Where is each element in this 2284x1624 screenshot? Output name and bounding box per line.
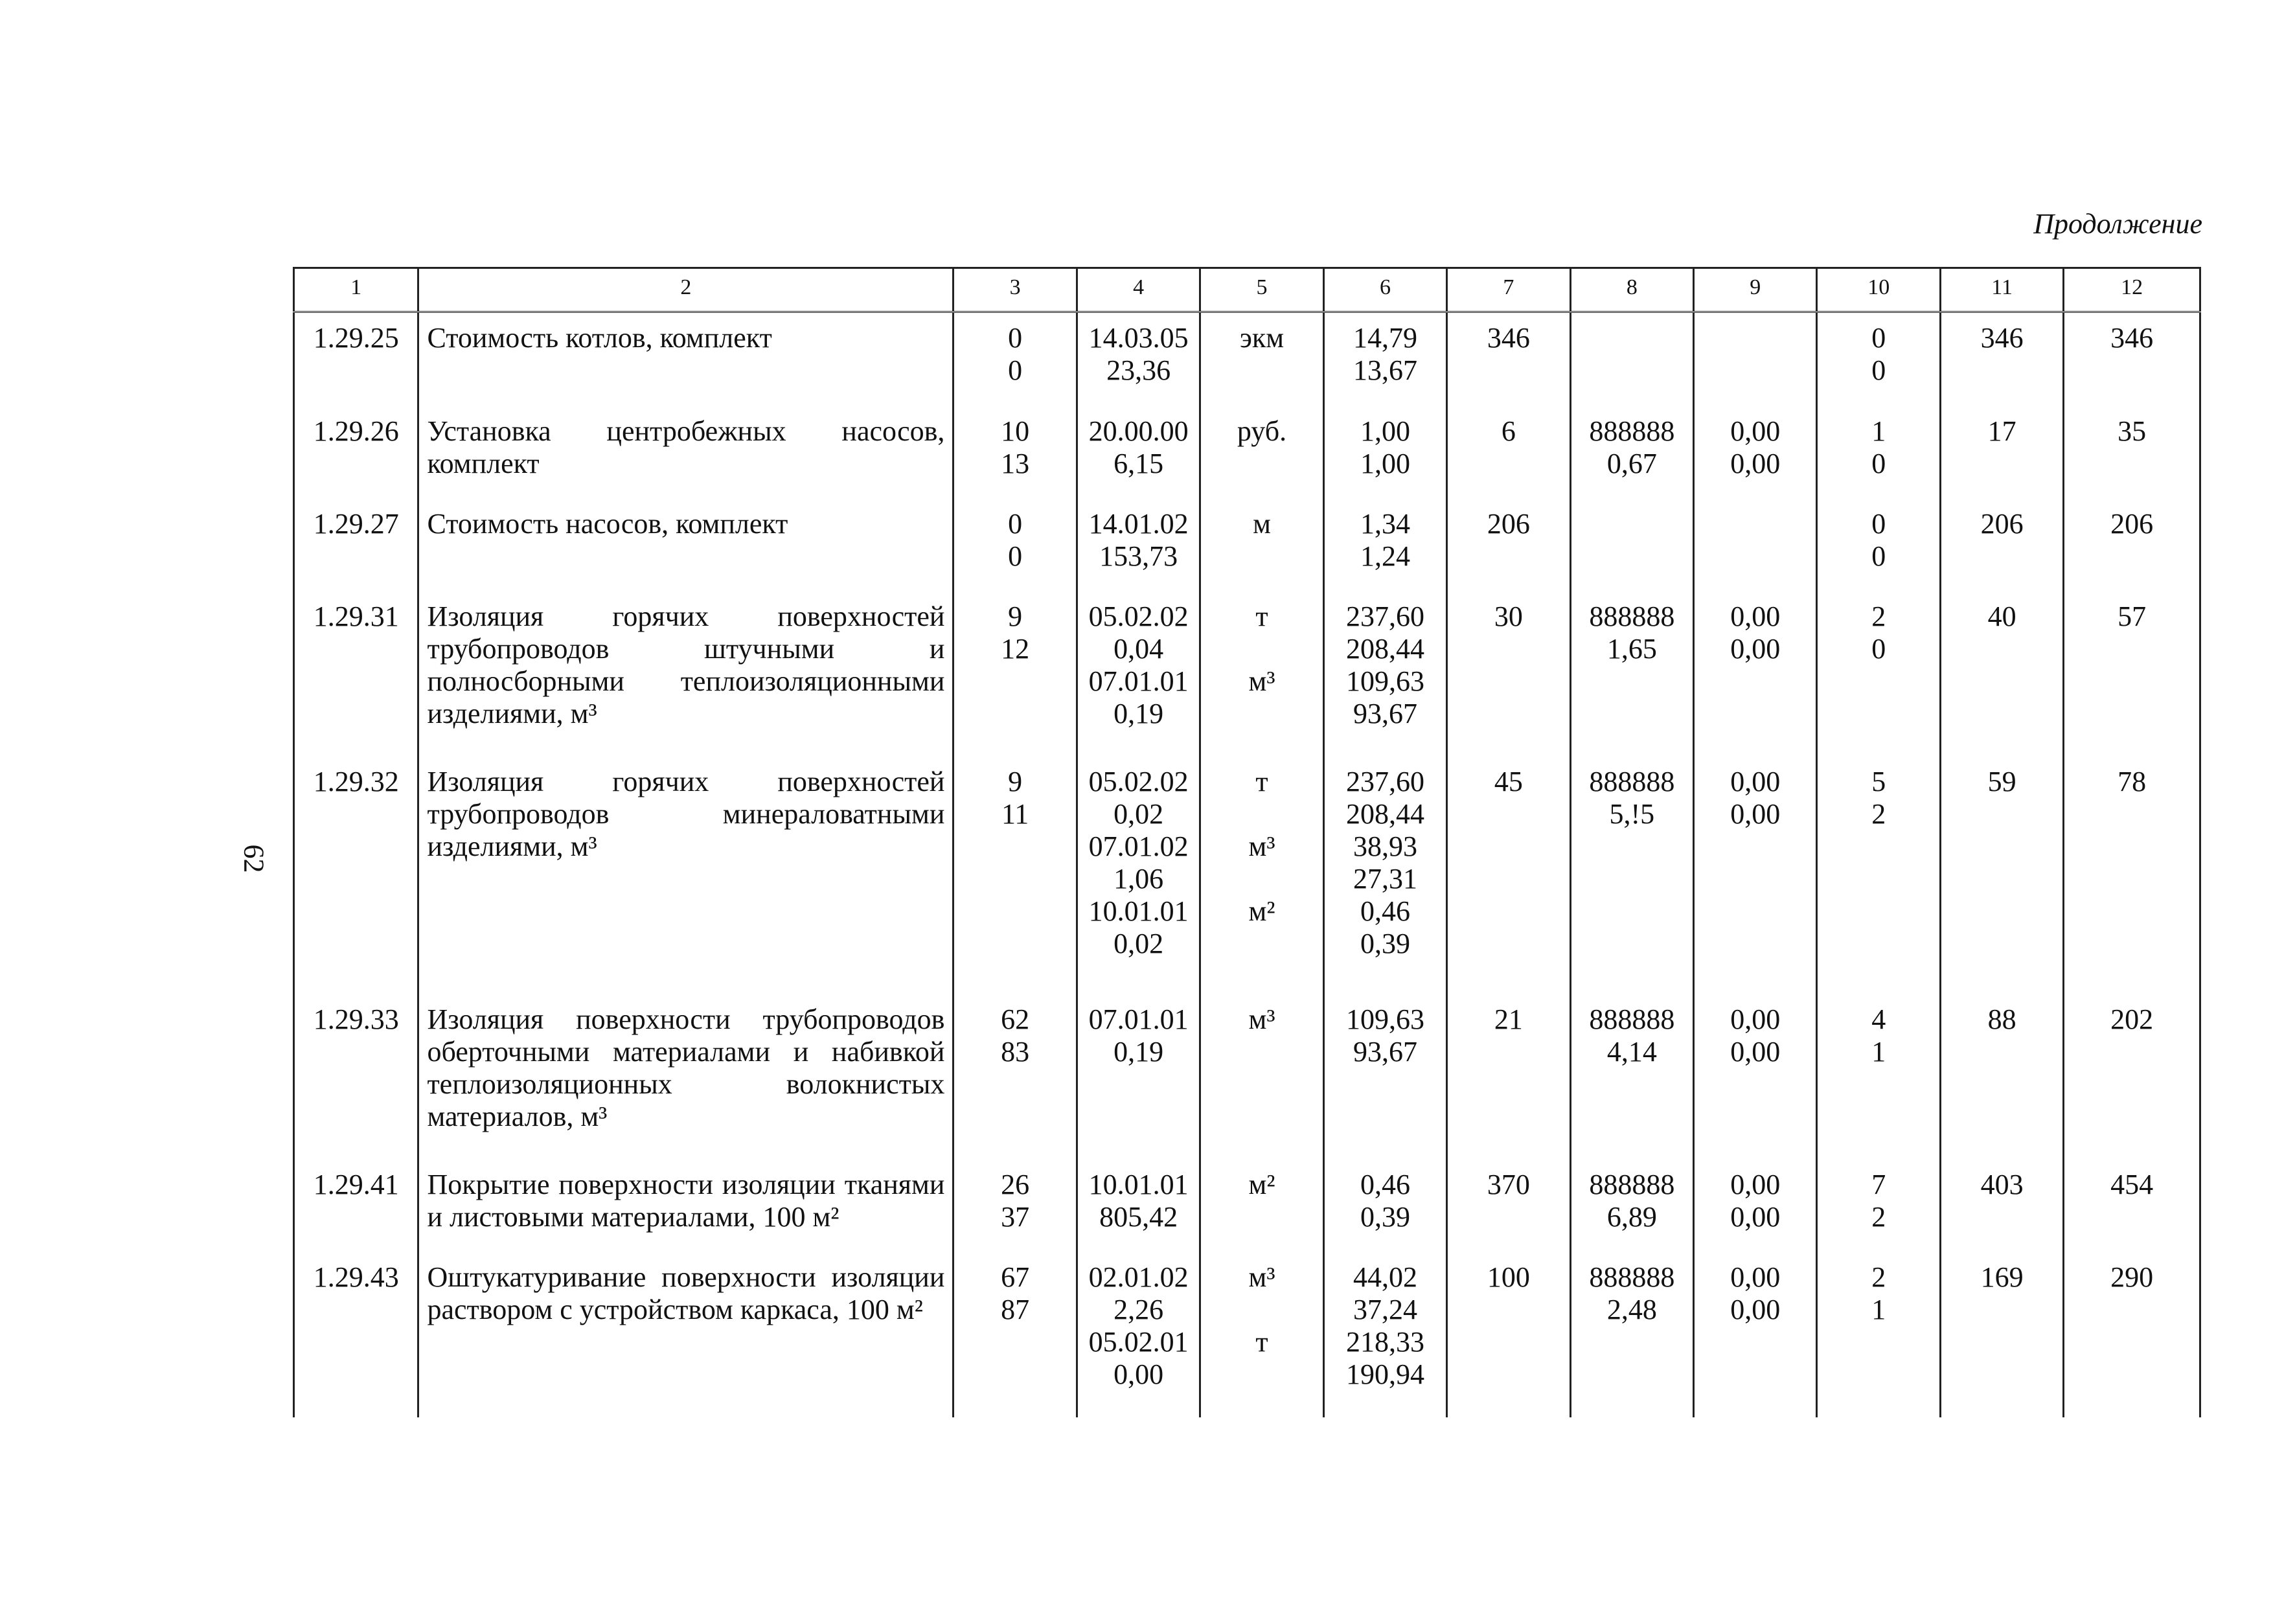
- cell-value: 290: [2110, 1261, 2154, 1293]
- col11-cell: [1940, 1252, 2063, 1417]
- cell-value: 21: [1494, 1003, 1523, 1035]
- cell-value: 10.01.01: [1088, 1168, 1189, 1200]
- row-description: Установка центробежных насосов, комплект: [418, 406, 954, 499]
- cell-value: 202: [2110, 1003, 2154, 1035]
- cell-value: 1,00: [1360, 415, 1410, 447]
- cell-value: 0: [1871, 322, 1886, 354]
- cell-value: 0,39: [1360, 927, 1410, 959]
- cell-value: [1209, 863, 1314, 895]
- price-cell: [1323, 312, 1446, 406]
- cell-value: 05.02.01: [1088, 1325, 1189, 1358]
- cell-value: м³: [1248, 830, 1275, 862]
- cell-value: [1702, 322, 1808, 354]
- cell-value: 346: [1980, 322, 2024, 354]
- cell-value: 0,00: [1730, 447, 1781, 479]
- qty-cell: [954, 499, 1077, 591]
- column-header: 3: [954, 268, 1077, 312]
- cell-value: 62: [1001, 1003, 1030, 1035]
- continuation-heading: Продолжение: [2033, 208, 2202, 240]
- cell-value: 2: [1871, 1200, 1886, 1233]
- cell-value: 9: [1008, 600, 1023, 632]
- cell-value: м³: [1248, 1261, 1275, 1293]
- cell-value: 153,73: [1099, 540, 1178, 572]
- col11-cell: [1940, 591, 2063, 757]
- cell-value: 888888: [1589, 1261, 1675, 1293]
- col8-cell: [1570, 591, 1693, 757]
- row-description: Изоляция горячих поверхностей трубопроводов минераловатными изделиями, м³: [418, 757, 954, 994]
- cell-value: 4,14: [1606, 1035, 1657, 1068]
- cell-value: 07.01.01: [1088, 1003, 1189, 1035]
- table-row: [294, 1252, 2200, 1417]
- cell-value: 169: [1980, 1261, 2024, 1293]
- cell-value: 1: [1871, 1035, 1886, 1068]
- cell-value: 0: [1008, 540, 1023, 572]
- cell-value: 0,46: [1360, 895, 1410, 927]
- row-code: 1.29.25: [294, 312, 418, 406]
- cell-value: 88: [1987, 1003, 2016, 1035]
- cell-value: 7: [1871, 1168, 1886, 1200]
- row-code: 1.29.32: [294, 757, 418, 994]
- cell-value: 13: [1001, 447, 1030, 479]
- col12-cell: [2064, 406, 2200, 499]
- cell-value: 206: [2110, 507, 2154, 540]
- cell-value: м²: [1248, 1168, 1275, 1200]
- cell-value: 208,44: [1345, 632, 1424, 665]
- cell-value: 2: [1871, 1261, 1886, 1293]
- cell-value: 0,00: [1730, 1003, 1781, 1035]
- cell-value: 0,02: [1113, 797, 1164, 830]
- cell-value: 2: [1871, 600, 1886, 632]
- cell-value: т: [1255, 765, 1268, 797]
- cell-value: 206: [1980, 507, 2024, 540]
- estimate-table: [293, 267, 2201, 1417]
- cell-value: 0: [1008, 354, 1023, 387]
- cell-value: 1: [1871, 415, 1886, 447]
- col10-cell: [1817, 406, 1940, 499]
- qty-cell: [954, 1160, 1077, 1252]
- row-description: Покрытие поверхности изоляции тканями и листовыми материалами, 100 м²: [418, 1160, 954, 1252]
- cell-value: 27,31: [1353, 862, 1417, 895]
- cell-value: 109,63: [1345, 665, 1424, 697]
- cell-value: 14,79: [1353, 322, 1417, 354]
- table-row: [294, 406, 2200, 499]
- cell-value: 0: [1871, 507, 1886, 540]
- cell-value: 206: [1487, 507, 1530, 540]
- cell-value: 454: [2110, 1168, 2154, 1200]
- cell-value: 6,15: [1113, 447, 1164, 479]
- cell-value: 14.01.02: [1088, 507, 1189, 540]
- cell-value: 2,26: [1113, 1293, 1164, 1325]
- cell-value: 109,63: [1345, 1003, 1424, 1035]
- cell-value: 0,39: [1360, 1200, 1410, 1233]
- col10-cell: [1817, 994, 1940, 1160]
- col7-cell: [1447, 406, 1570, 499]
- table-row: [294, 591, 2200, 757]
- cell-value: [1209, 798, 1314, 830]
- cell-value: 10.01.01: [1088, 895, 1189, 927]
- price-cell: [1323, 499, 1446, 591]
- col12-cell: [2064, 312, 2200, 406]
- cell-value: 100: [1487, 1261, 1530, 1293]
- cell-value: 44,02: [1353, 1261, 1417, 1293]
- cell-value: 0,00: [1730, 1200, 1781, 1233]
- cell-value: 0,19: [1113, 697, 1164, 729]
- cell-value: 57: [2118, 600, 2147, 632]
- column-header: 9: [1694, 268, 1817, 312]
- cell-value: 05.02.02: [1088, 600, 1189, 632]
- cell-value: 83: [1001, 1035, 1030, 1068]
- cell-value: 6: [1501, 415, 1516, 447]
- cell-value: 02.01.02: [1088, 1261, 1189, 1293]
- cell-value: 0,00: [1730, 1035, 1781, 1068]
- cell-value: 888888: [1589, 1003, 1675, 1035]
- table-row: [294, 312, 2200, 406]
- col12-cell: [2064, 591, 2200, 757]
- qty-cell: [954, 1252, 1077, 1417]
- cell-value: 20.00.00: [1088, 415, 1189, 447]
- col10-cell: [1817, 591, 1940, 757]
- col11-cell: [1940, 1160, 2063, 1252]
- cell-value: [1209, 1294, 1314, 1326]
- cell-value: 218,33: [1345, 1325, 1424, 1358]
- unit-cell: [1200, 591, 1323, 757]
- qty-cell: [954, 994, 1077, 1160]
- cell-value: м³: [1248, 1003, 1275, 1035]
- col11-cell: [1940, 994, 2063, 1160]
- cell-value: 5: [1871, 765, 1886, 797]
- cell-value: 888888: [1589, 1168, 1675, 1200]
- cell-value: 13,67: [1353, 354, 1417, 387]
- col12-cell: [2064, 1252, 2200, 1417]
- cell-value: 0,02: [1113, 927, 1164, 959]
- cell-value: 346: [2110, 322, 2154, 354]
- column-header: 2: [418, 268, 954, 312]
- column-header: 7: [1447, 268, 1570, 312]
- cell-value: 0,00: [1113, 1358, 1164, 1390]
- table-row: [294, 994, 2200, 1160]
- row-description: Стоимость насосов, комплект: [418, 499, 954, 591]
- code-cell: [1077, 591, 1200, 757]
- cell-value: 0,00: [1730, 1261, 1781, 1293]
- cell-value: 1,00: [1360, 447, 1410, 479]
- qty-cell: [954, 406, 1077, 499]
- col9-cell: [1694, 1160, 1817, 1252]
- cell-value: 888888: [1589, 415, 1675, 447]
- cell-value: 45: [1494, 765, 1523, 797]
- cell-value: 78: [2118, 765, 2147, 797]
- col10-cell: [1817, 757, 1940, 994]
- unit-cell: [1200, 757, 1323, 994]
- row-code: 1.29.26: [294, 406, 418, 499]
- cell-value: 93,67: [1353, 697, 1417, 729]
- row-code: 1.29.31: [294, 591, 418, 757]
- cell-value: 888888: [1589, 765, 1675, 797]
- col10-cell: [1817, 499, 1940, 591]
- col7-cell: [1447, 1252, 1570, 1417]
- cell-value: 370: [1487, 1168, 1530, 1200]
- cell-value: 0,00: [1730, 1168, 1781, 1200]
- column-header: 4: [1077, 268, 1200, 312]
- cell-value: т: [1255, 600, 1268, 632]
- col10-cell: [1817, 1252, 1940, 1417]
- col9-cell: [1694, 312, 1817, 406]
- cell-value: 1,65: [1606, 632, 1657, 665]
- code-cell: [1077, 994, 1200, 1160]
- cell-value: 93,67: [1353, 1035, 1417, 1068]
- row-code: 1.29.41: [294, 1160, 418, 1252]
- column-header: 11: [1940, 268, 2063, 312]
- col11-cell: [1940, 406, 2063, 499]
- col9-cell: [1694, 406, 1817, 499]
- price-cell: [1323, 994, 1446, 1160]
- code-cell: [1077, 1252, 1200, 1417]
- col7-cell: [1447, 499, 1570, 591]
- price-cell: [1323, 591, 1446, 757]
- cell-value: 26: [1001, 1168, 1030, 1200]
- column-header: 1: [294, 268, 418, 312]
- row-description: Стоимость котлов, комплект: [418, 312, 954, 406]
- code-cell: [1077, 312, 1200, 406]
- cell-value: 0: [1008, 322, 1023, 354]
- cell-value: 37,24: [1353, 1293, 1417, 1325]
- table-row: [294, 1160, 2200, 1252]
- qty-cell: [954, 312, 1077, 406]
- cell-value: 87: [1001, 1293, 1030, 1325]
- cell-value: 0,04: [1113, 632, 1164, 665]
- col7-cell: [1447, 1160, 1570, 1252]
- cell-value: 0: [1871, 540, 1886, 572]
- table-row: [294, 757, 2200, 994]
- col10-cell: [1817, 1160, 1940, 1252]
- cell-value: 6,89: [1606, 1200, 1657, 1233]
- cell-value: 2,48: [1606, 1293, 1657, 1325]
- cell-value: 208,44: [1345, 797, 1424, 830]
- col9-cell: [1694, 499, 1817, 591]
- col8-cell: [1570, 1160, 1693, 1252]
- cell-value: 35: [2118, 415, 2147, 447]
- cell-value: 37: [1001, 1200, 1030, 1233]
- price-cell: [1323, 757, 1446, 994]
- cell-value: 11: [1001, 797, 1029, 830]
- cell-value: [1579, 508, 1685, 540]
- cell-value: 0,67: [1606, 447, 1657, 479]
- col7-cell: [1447, 757, 1570, 994]
- column-header: 6: [1323, 268, 1446, 312]
- cell-value: 237,60: [1345, 600, 1424, 632]
- cell-value: руб.: [1237, 415, 1287, 447]
- unit-cell: [1200, 1160, 1323, 1252]
- col11-cell: [1940, 499, 2063, 591]
- table-row: [294, 499, 2200, 591]
- cell-value: м³: [1248, 665, 1275, 697]
- page-number: 62: [238, 844, 270, 873]
- col7-cell: [1447, 312, 1570, 406]
- cell-value: 0,19: [1113, 1035, 1164, 1068]
- cell-value: 0,00: [1730, 632, 1781, 665]
- cell-value: [1702, 508, 1808, 540]
- col9-cell: [1694, 757, 1817, 994]
- price-cell: [1323, 1160, 1446, 1252]
- cell-value: 2: [1871, 797, 1886, 830]
- cell-value: 23,36: [1106, 354, 1171, 387]
- row-code: 1.29.27: [294, 499, 418, 591]
- col9-cell: [1694, 1252, 1817, 1417]
- col8-cell: [1570, 1252, 1693, 1417]
- code-cell: [1077, 499, 1200, 591]
- cell-value: 10: [1001, 415, 1030, 447]
- row-description: Изоляция поверхности трубопроводов оберточными материалами и набивкой теплоизоляционных волокнистых материалов, м³: [418, 994, 954, 1160]
- col8-cell: [1570, 757, 1693, 994]
- col7-cell: [1447, 591, 1570, 757]
- cell-value: м: [1253, 507, 1271, 540]
- cell-value: 40: [1987, 600, 2016, 632]
- cell-value: 9: [1008, 765, 1023, 797]
- col8-cell: [1570, 499, 1693, 591]
- cell-value: 805,42: [1099, 1200, 1178, 1233]
- qty-cell: [954, 591, 1077, 757]
- row-description: Изоляция горячих поверхностей трубопроводов штучными и полносборными теплоизоляционными изделиями, м³: [418, 591, 954, 757]
- col12-cell: [2064, 1160, 2200, 1252]
- col12-cell: [2064, 499, 2200, 591]
- cell-value: 0,00: [1730, 1293, 1781, 1325]
- unit-cell: [1200, 406, 1323, 499]
- cell-value: 0: [1008, 507, 1023, 540]
- column-header: 10: [1817, 268, 1940, 312]
- price-cell: [1323, 406, 1446, 499]
- row-description: Оштукатуривание поверхности изоляции раствором с устройством каркаса, 100 м²: [418, 1252, 954, 1417]
- cell-value: 07.01.02: [1088, 830, 1189, 862]
- cell-value: 237,60: [1345, 765, 1424, 797]
- cell-value: 07.01.01: [1088, 665, 1189, 697]
- cell-value: 1,34: [1360, 507, 1410, 540]
- cell-value: [1209, 633, 1314, 665]
- cell-value: 14.03.05: [1088, 322, 1189, 354]
- col9-cell: [1694, 591, 1817, 757]
- col11-cell: [1940, 757, 2063, 994]
- cell-value: м²: [1248, 895, 1275, 927]
- column-header: 12: [2064, 268, 2200, 312]
- cell-value: 12: [1001, 632, 1030, 665]
- cell-value: 888888: [1589, 600, 1675, 632]
- code-cell: [1077, 406, 1200, 499]
- cell-value: 0,00: [1730, 765, 1781, 797]
- cell-value: 0,00: [1730, 797, 1781, 830]
- cell-value: 1,24: [1360, 540, 1410, 572]
- code-cell: [1077, 1160, 1200, 1252]
- row-code: 1.29.43: [294, 1252, 418, 1417]
- cell-value: 190,94: [1345, 1358, 1424, 1390]
- unit-cell: [1200, 994, 1323, 1160]
- price-cell: [1323, 1252, 1446, 1417]
- cell-value: 0,00: [1730, 600, 1781, 632]
- row-code: 1.29.33: [294, 994, 418, 1160]
- col8-cell: [1570, 406, 1693, 499]
- column-header: 8: [1570, 268, 1693, 312]
- col7-cell: [1447, 994, 1570, 1160]
- cell-value: т: [1255, 1325, 1268, 1358]
- header-row: [294, 268, 2200, 312]
- cell-value: 67: [1001, 1261, 1030, 1293]
- cell-value: 30: [1494, 600, 1523, 632]
- col11-cell: [1940, 312, 2063, 406]
- cell-value: 38,93: [1353, 830, 1417, 862]
- cell-value: 0,00: [1730, 415, 1781, 447]
- cell-value: 346: [1487, 322, 1530, 354]
- col8-cell: [1570, 994, 1693, 1160]
- cell-value: [1579, 322, 1685, 354]
- cell-value: 0: [1871, 632, 1886, 665]
- cell-value: 1,06: [1113, 862, 1164, 895]
- col10-cell: [1817, 312, 1940, 406]
- unit-cell: [1200, 499, 1323, 591]
- col12-cell: [2064, 757, 2200, 994]
- qty-cell: [954, 757, 1077, 994]
- cell-value: экм: [1239, 322, 1285, 354]
- cell-value: 4: [1871, 1003, 1886, 1035]
- col12-cell: [2064, 994, 2200, 1160]
- col8-cell: [1570, 312, 1693, 406]
- cell-value: 0,46: [1360, 1168, 1410, 1200]
- unit-cell: [1200, 312, 1323, 406]
- cell-value: 17: [1987, 415, 2016, 447]
- cell-value: 1: [1871, 1293, 1886, 1325]
- cell-value: 05.02.02: [1088, 765, 1189, 797]
- cell-value: 0: [1871, 447, 1886, 479]
- code-cell: [1077, 757, 1200, 994]
- cell-value: 0: [1871, 354, 1886, 387]
- cell-value: 59: [1987, 765, 2016, 797]
- cell-value: 5,!5: [1609, 797, 1655, 830]
- unit-cell: [1200, 1252, 1323, 1417]
- col9-cell: [1694, 994, 1817, 1160]
- column-header: 5: [1200, 268, 1323, 312]
- cell-value: 403: [1980, 1168, 2024, 1200]
